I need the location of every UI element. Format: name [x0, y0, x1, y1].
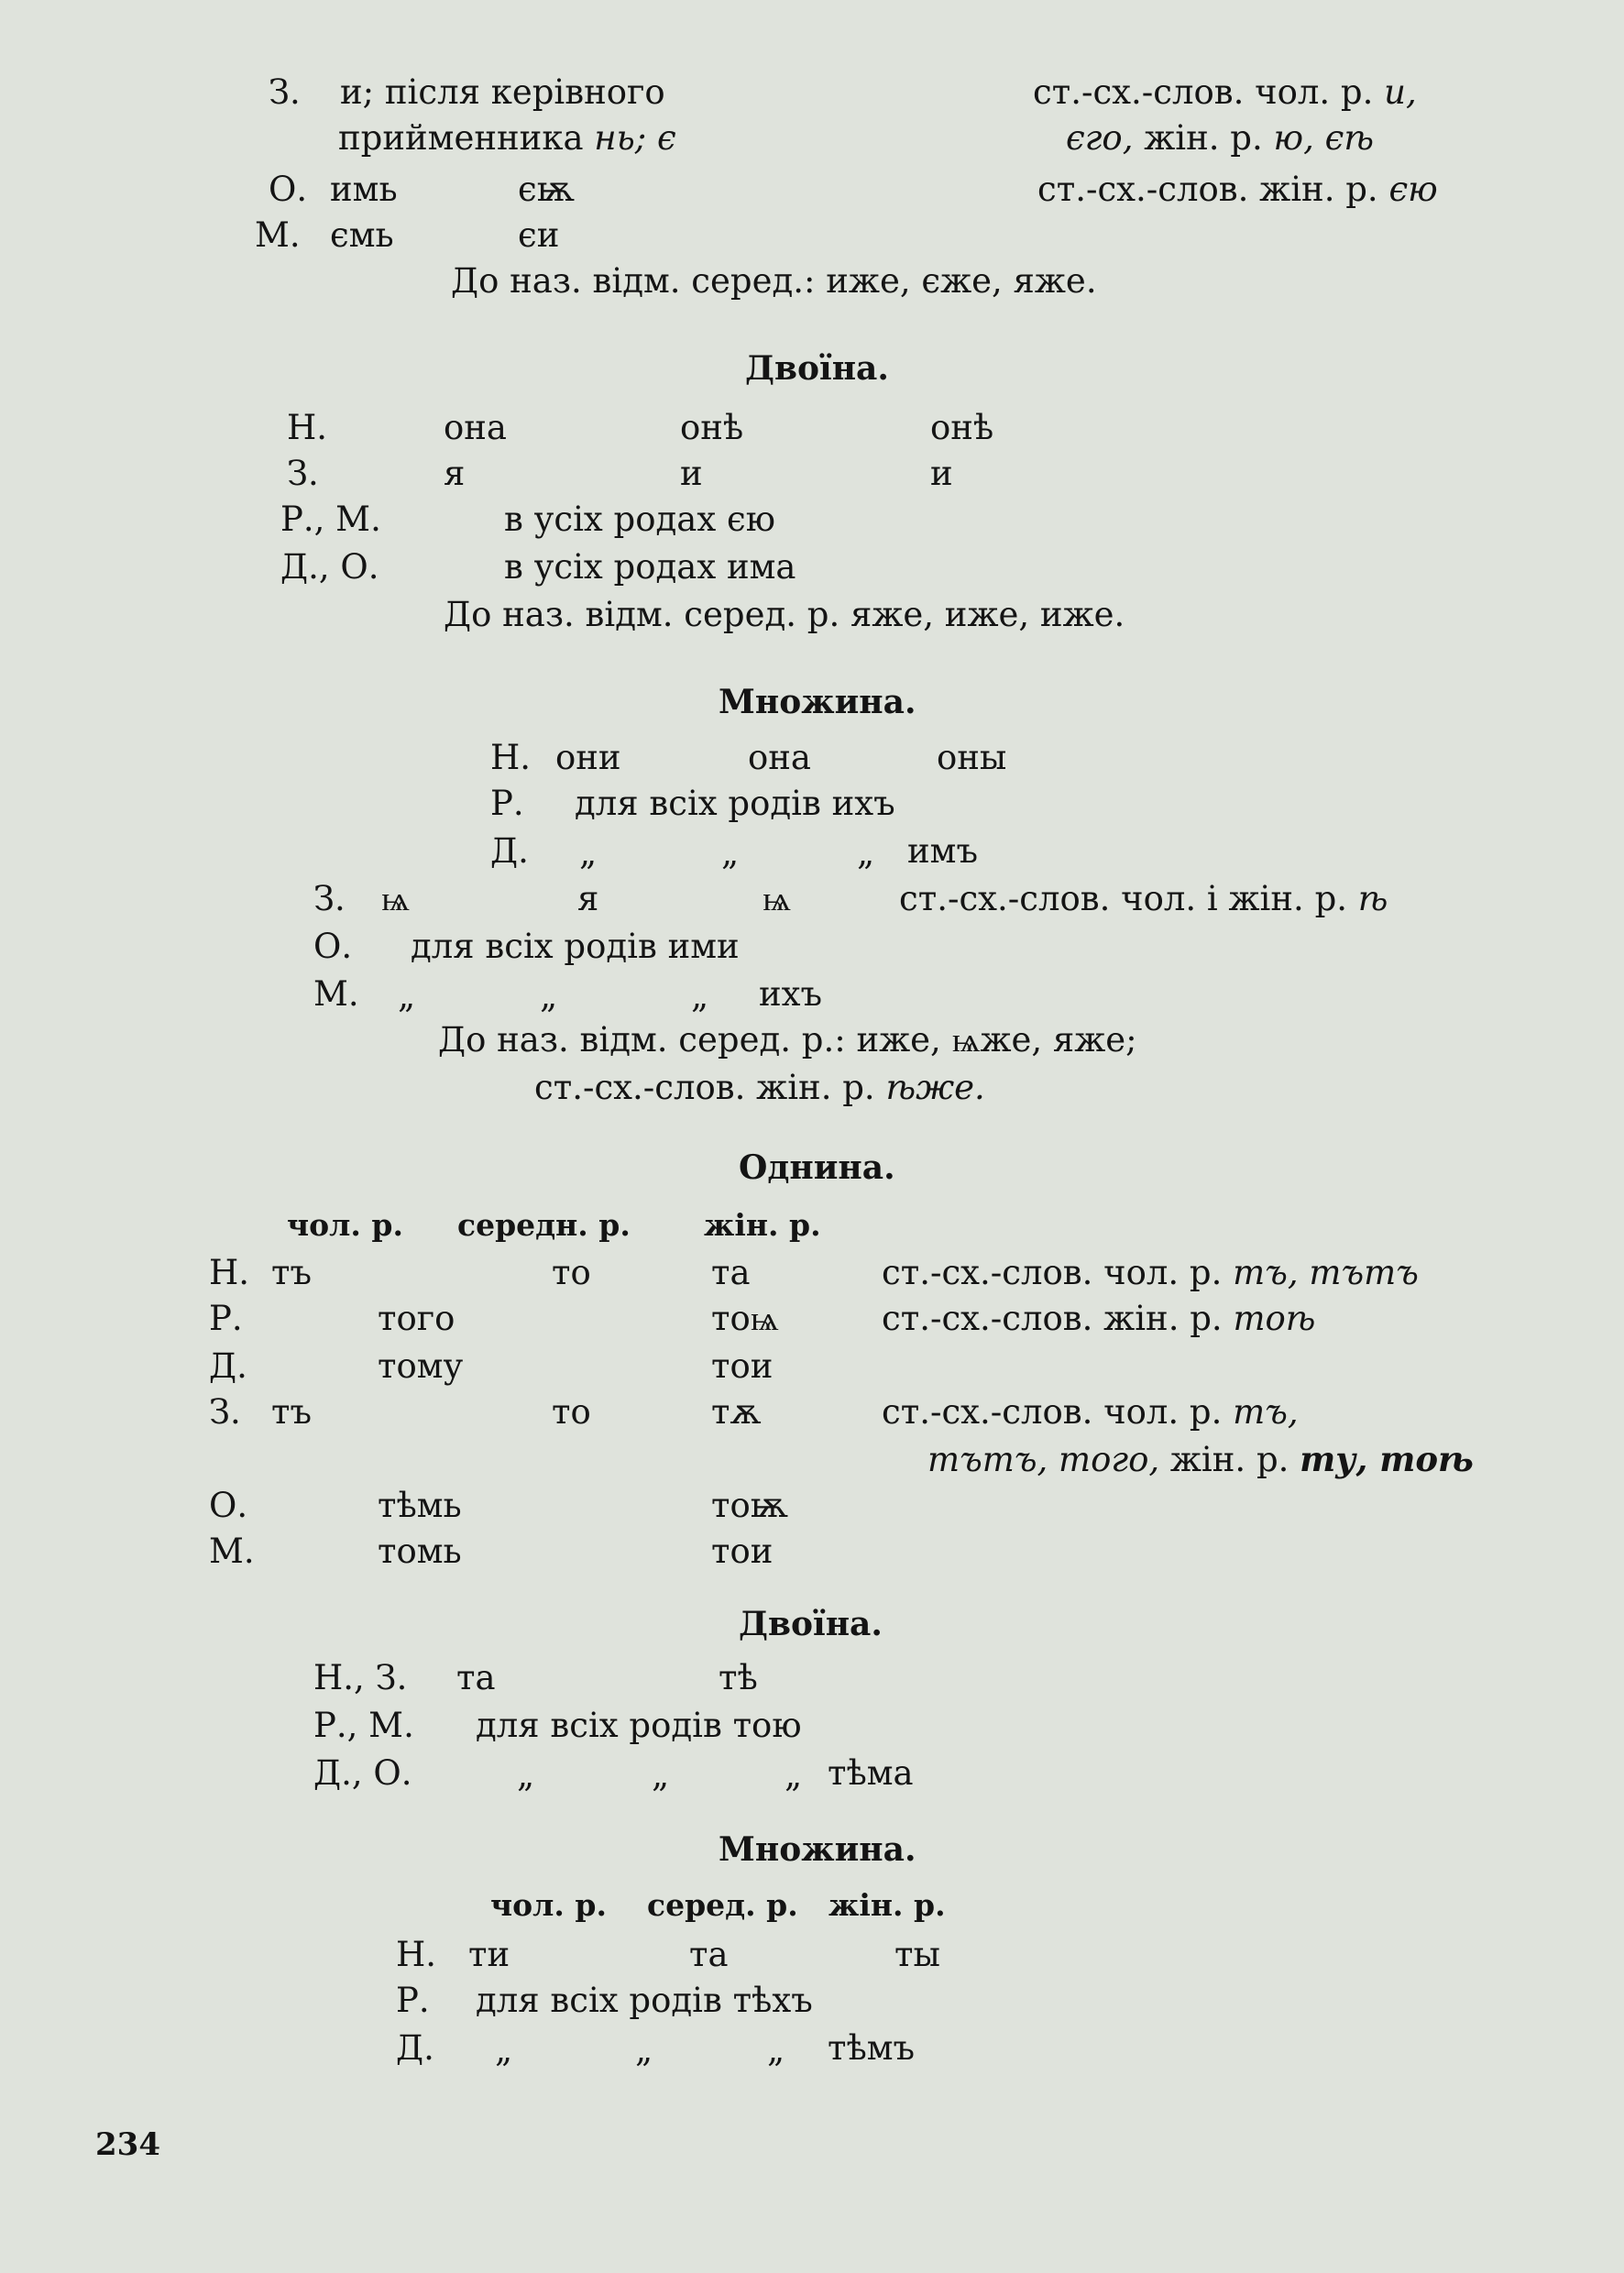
- form-cell: тѣмь: [378, 1486, 462, 1525]
- section-heading: Однина.: [739, 1148, 895, 1187]
- column-header: чол. р.: [490, 1887, 607, 1923]
- case-label: Н.: [490, 738, 532, 777]
- case-text: прийменника нь; є: [338, 118, 676, 158]
- ditto-mark: „: [540, 976, 558, 1016]
- form-cell: та: [711, 1253, 751, 1292]
- annotation: єго, жін. р. ю, єѣ: [1066, 118, 1374, 158]
- section-heading: Множина.: [719, 1830, 916, 1869]
- annotation: ст.-сх.-слов. жін. р. тоѣ: [882, 1299, 1316, 1338]
- form-cell: тѣма: [828, 1753, 914, 1793]
- case-text: в усіх родах има: [504, 547, 796, 587]
- form-cell: того: [378, 1299, 455, 1338]
- form-cell: тѣмъ: [828, 2028, 916, 2068]
- ditto-mark: „: [767, 2030, 785, 2070]
- column-header: чол. р.: [287, 1207, 403, 1243]
- form-cell: и: [680, 454, 703, 493]
- form-cell: онѣ: [680, 408, 744, 447]
- case-text: для всіх родів тѣхъ: [476, 1981, 813, 2020]
- ditto-mark: „: [635, 2030, 653, 2070]
- case-label: Р.: [490, 784, 524, 823]
- form-cell: тѣ: [719, 1658, 758, 1697]
- ditto-mark: „: [495, 2030, 513, 2070]
- ditto-mark: „: [517, 1755, 535, 1795]
- case-label: Р., М.: [313, 1706, 414, 1745]
- form-cell: и: [930, 454, 953, 493]
- ditto-mark: „: [721, 833, 740, 873]
- case-label: М.: [255, 215, 301, 255]
- note: ст.-сх.-слов. жін. р. ѣже.: [534, 1068, 985, 1107]
- case-label: З.: [209, 1392, 241, 1432]
- form-cell: тѫ: [711, 1392, 762, 1432]
- case-text: для всіх родів тою: [476, 1706, 802, 1745]
- case-label: Д., О.: [280, 547, 379, 587]
- form-cell: тоѩ: [711, 1299, 779, 1338]
- ditto-mark: „: [691, 976, 709, 1016]
- case-label: О.: [209, 1486, 248, 1525]
- form-cell: ихъ: [759, 974, 823, 1014]
- form-cell: она: [748, 738, 811, 777]
- form-cell: тои: [711, 1346, 774, 1386]
- form-cell: ѩ: [381, 879, 410, 918]
- form-cell: я: [577, 879, 599, 918]
- ditto-mark: „: [785, 1755, 803, 1795]
- form-cell: то: [552, 1392, 591, 1432]
- annotation: ст.-сх.-слов. жін. р. єю: [1037, 170, 1438, 209]
- case-label: Р.: [396, 1981, 430, 2020]
- case-label: Д.: [490, 831, 529, 871]
- form-cell: имь: [330, 170, 398, 209]
- form-cell: онѣ: [930, 408, 994, 447]
- note: До наз. відм. серед. р.: иже, ѩже, яже;: [438, 1020, 1137, 1060]
- case-label: М.: [209, 1532, 255, 1571]
- case-label: Д., О.: [313, 1753, 412, 1793]
- case-label: О.: [313, 927, 353, 966]
- annotation: ст.-сх.-слов. чол. р. тъ, тътъ: [882, 1253, 1419, 1292]
- annotation: ст.-сх.-слов. чол. р. и,: [1033, 72, 1417, 112]
- case-label: Д.: [209, 1346, 247, 1386]
- column-header: жін. р.: [704, 1207, 821, 1243]
- form-cell: та: [689, 1935, 729, 1974]
- case-label: Н.: [396, 1935, 437, 1974]
- form-cell: ти: [468, 1935, 510, 1974]
- column-header: серед. р.: [647, 1887, 798, 1923]
- case-text: для всіх родів ихъ: [575, 784, 895, 823]
- form-cell: она: [444, 408, 507, 447]
- case-label: З.: [287, 454, 319, 493]
- section-heading: Двоїна.: [739, 1605, 883, 1643]
- form-cell: ты: [894, 1935, 940, 1974]
- case-label: Н., З.: [313, 1658, 408, 1697]
- column-header: середн. р.: [457, 1207, 631, 1243]
- form-cell: они: [555, 738, 621, 777]
- case-label: Н.: [209, 1253, 250, 1292]
- case-label: М.: [313, 974, 359, 1014]
- form-cell: єѭ: [518, 170, 575, 209]
- section-heading: Множина.: [719, 683, 916, 721]
- annotation: ст.-сх.-слов. чол. р. тъ,: [882, 1392, 1299, 1432]
- ditto-mark: „: [398, 976, 416, 1016]
- ditto-mark: „: [652, 1755, 670, 1795]
- case-label: Н.: [287, 408, 328, 447]
- ditto-mark: „: [857, 833, 875, 873]
- case-text: в усіх родах єю: [504, 500, 775, 539]
- page-number: 234: [95, 2126, 160, 2163]
- form-cell: тои: [711, 1532, 774, 1571]
- form-cell: тоѭ: [711, 1486, 788, 1525]
- case-text: и; після керівного: [340, 72, 665, 112]
- form-cell: оны: [937, 738, 1007, 777]
- case-label: Р.: [209, 1299, 243, 1338]
- annotation: ст.-сх.-слов. чол. і жін. р. ѣ: [899, 879, 1388, 918]
- form-cell: я: [444, 454, 466, 493]
- case-label: Д.: [396, 2028, 434, 2068]
- case-label: О.: [269, 170, 308, 209]
- note: До наз. відм. серед. р. яже, иже, иже.: [444, 595, 1125, 634]
- case-text: для всіх родів ими: [411, 927, 740, 966]
- form-cell: єи: [518, 215, 560, 255]
- section-heading: Двоїна.: [745, 349, 889, 388]
- form-cell: ѩ: [763, 879, 791, 918]
- case-label: Р., М.: [280, 500, 381, 539]
- form-cell: та: [456, 1658, 496, 1697]
- form-cell: тому: [378, 1346, 464, 1386]
- form-cell: то: [552, 1253, 591, 1292]
- form-cell: имъ: [907, 831, 978, 871]
- case-label: З.: [313, 879, 346, 918]
- column-header: жін. р.: [828, 1887, 946, 1923]
- form-cell: ємь: [330, 215, 394, 255]
- form-cell: тъ: [271, 1253, 313, 1292]
- form-cell: томь: [378, 1532, 462, 1571]
- annotation: тътъ, того, жін. р. ту, тоѣ: [927, 1439, 1474, 1479]
- case-label: З.: [269, 72, 301, 112]
- form-cell: тъ: [271, 1392, 313, 1432]
- ditto-mark: „: [579, 833, 598, 873]
- note: До наз. відм. серед.: иже, єже, яже.: [451, 261, 1097, 301]
